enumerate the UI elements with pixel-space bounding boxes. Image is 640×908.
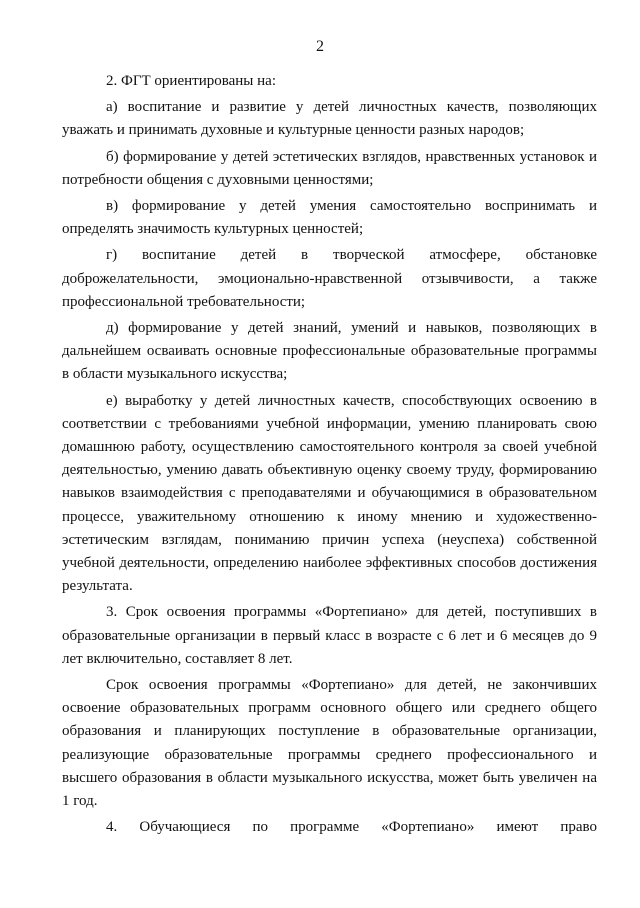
paragraph-item-v: в) формирование у детей умения самостоятельно воспринимать и определять значимость культурных ценностей; (62, 198, 597, 238)
document-body (62, 70, 597, 840)
paragraph-term-3: 3. Срок освоения программы «Фортепиано» для детей, поступивших в образовательные организации в первый класс в возрасте с 6 лет и 6 месяцев до 9 лет включительно, составляет 8 лет. (62, 604, 597, 667)
paragraph-item-g: г) воспитание детей в творческой атмосфере, обстановке доброжелательности, эмоционально-нравственной отзывчивости, а также профессиональной требовательности; (62, 247, 597, 310)
paragraph-fgt-heading: 2. ФГТ ориентированы на: (106, 73, 276, 89)
paragraph-item-b: б) формирование у детей эстетических взглядов, нравственных установок и потребности общения с духовными ценностями; (62, 148, 597, 188)
paragraph-item-e: е) выработку у детей личностных качеств, способствующих освоению в соответствии с требованиями учебной информации, умению планировать свою домашнюю работу, осуществлению самостоятельного контроля за своей учебной деятельностью, умению давать объективную оценку своему труду, формированию навыков взаимодействия с преподавателями и обучающимися в образовательном процессе, уважительному отношению к иному мнению и художественно-эстетическим взглядам, пониманию причин успеха (неуспеха) собственной учебной деятельности, определению наиболее эффективных способов достижения результата. (62, 392, 597, 595)
paragraph-item-d: д) формирование у детей знаний, умений и навыков, позволяющих в дальнейшем осваивать основные профессиональные образовательные программы в области музыкального искусства; (62, 320, 597, 383)
paragraph-term-extension: Срок освоения программы «Фортепиано» для детей, не закончивших освоение образовательных программ основного общего или среднего общего образования и планирующих поступление в образовательные организации, реализующие образовательные программы среднего профессионального и высшего образования в области музыкального искусства, может быть увеличен на 1 год. (62, 677, 597, 810)
paragraph-students-4: 4. Обучающиеся по программе «Фортепиано» имеют право (106, 819, 597, 836)
page-number: 2 (316, 38, 324, 55)
paragraph-item-a: а) воспитание и развитие у детей личностных качеств, позволяющих уважать и принимать духовные и культурные ценности разных народов; (62, 99, 597, 139)
